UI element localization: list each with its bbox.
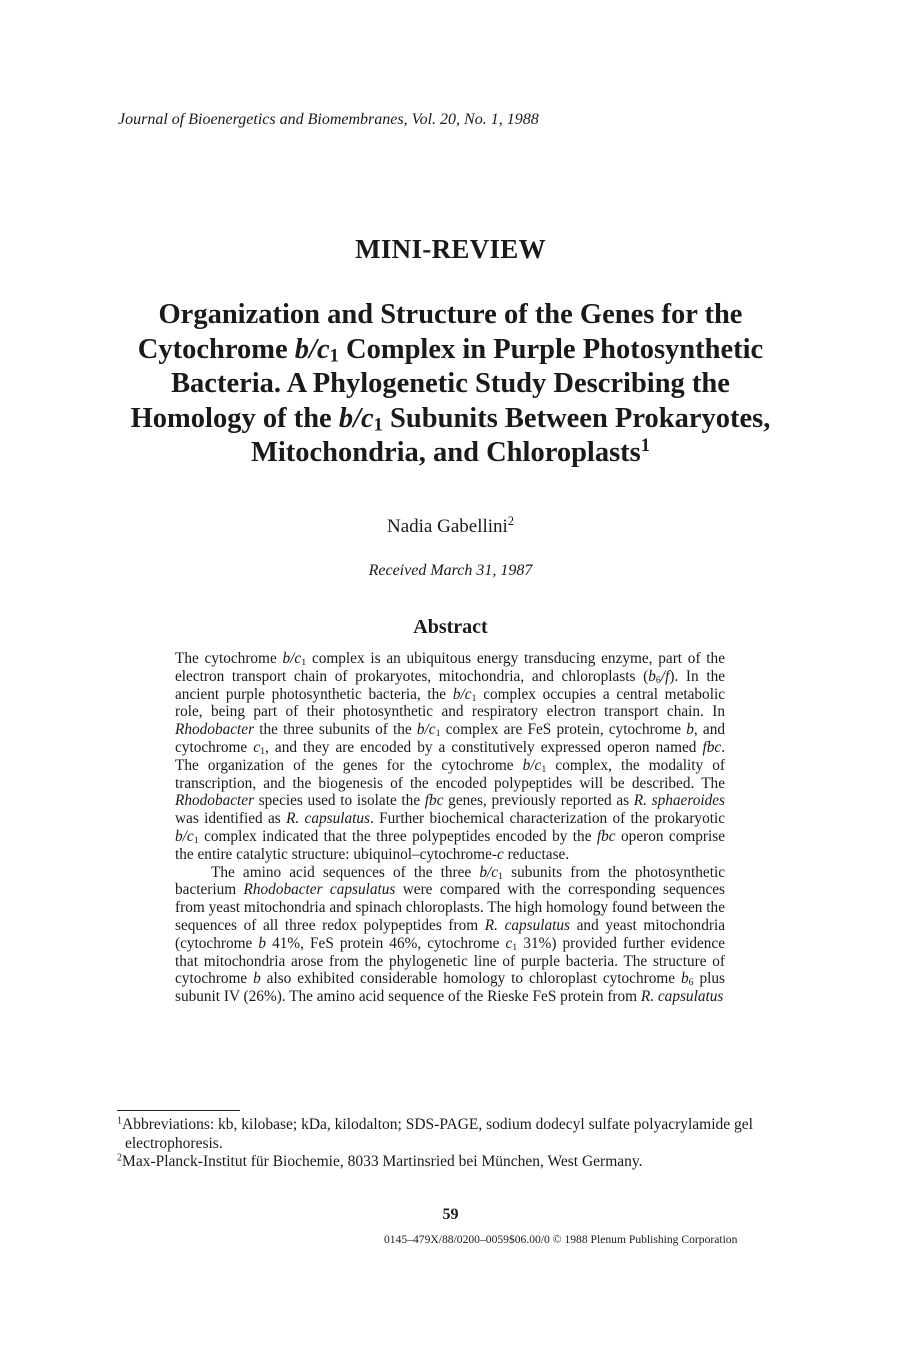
article-title — [60, 298, 841, 471]
title-sub: 1 — [329, 345, 339, 367]
footnote-1: $^1$Abbreviations: kb, kilobase; kDa, kilodalton; SDS-PAGE, sodium dodecyl sulfate polyacrylamide gel electrophoresis. — [117, 1115, 753, 1152]
section-label: MINI-REVIEW — [355, 234, 546, 264]
received-date: Received March 31, 1987 — [368, 562, 533, 579]
page-number: 59 — [442, 1206, 459, 1223]
title-line-2-b: Complex in Purple Photosynthetic — [338, 333, 764, 365]
footnote-rule — [117, 1110, 240, 1111]
journal-citation: Journal of Bioenergetics and Biomembranes, Vol. 20, No. 1, 1988 — [118, 111, 539, 128]
abstract-heading: Abstract — [413, 616, 488, 638]
title-line-3: Bacteria. A Phylogenetic Study Describing the — [171, 368, 730, 399]
title-line-4-a: Homology of the — [130, 402, 339, 434]
title-line-1: Organization and Structure of the Genes for the — [158, 299, 743, 330]
title-footnote-mark: 1 — [640, 434, 651, 456]
title-line-4-b: Subunits Between Prokaryotes, — [382, 402, 771, 434]
author-name: Nadia Gabellini — [387, 516, 508, 537]
title-line-5: Mitochondria, and Chloroplasts — [250, 437, 641, 468]
title-bc: b/c — [294, 333, 330, 365]
footnote-2: $^2$Max-Planck-Institut für Biochemie, 8033 Martinsried bei München, West Germany. — [117, 1152, 643, 1170]
abstract-paragraph-2: The amino acid sequences of the three $b/c_1$ subunits from the photosynthetic bacterium Rhodobacter capsulatus were compared with the corresponding sequences from yeast mitochondria and spinach chloroplasts. The high homology found between the sequences of all three redox polypeptides from R. capsulatus and yeast mitochondria (cytochrome b 41%, FeS protein 46%, cytochrome $c_1$ 31%) provided further evidence that mitochondria arose from the phylogenetic line of purple bacteria. The structure of cytochrome b also exhibited considerable homology to chloroplast cytochrome $b_6$ plus subunit IV (26%). The amino acid sequence of the Rieske FeS protein from R. capsulatus — [175, 863, 726, 1006]
footnotes — [117, 1116, 797, 1172]
copyright-line: 0145–479X/88/0200–0059$06.00/0 © 1988 Plenum Publishing Corporation — [384, 1233, 738, 1246]
title-sub: 1 — [373, 414, 383, 436]
abstract-body — [175, 650, 725, 1006]
abstract-paragraph-1: The cytochrome $b/c_1$ complex is an ubiquitous energy transducing enzyme, part of the electron transport chain of prokaryotes, mitochondria, and chloroplasts $(b_6/f)$. In the ancient purple photosynthetic bacteria, the $b/c_1$ complex occupies a central metabolic role, being part of their photosynthetic and respiratory electron transport chain. In Rhodobacter the three subunits of the $b/c_1$ complex are FeS protein, cytochrome b, and cytochrome $c_1$, and they are encoded by a constitutively expressed operon named fbc. The organization of the genes for the cytochrome $b/c_1$ complex, the modality of transcription, and the biogenesis of the encoded polypeptides will be described. The Rhodobacter species used to isolate the fbc genes, previously reported as R. sphaeroides was identified as R. capsulatus. Further biochemical characterization of the prokaryotic $b/c_1$ complex indicated that the three polypeptides encoded by the fbc operon comprise the entire catalytic structure: ubiquinol–cytochrome-c reductase. — [175, 650, 726, 863]
title-line-2-a: Cytochrome — [137, 333, 295, 365]
author — [0, 516, 901, 538]
author-footnote-mark: 2 — [507, 514, 514, 529]
title-bc: b/c — [338, 402, 374, 434]
